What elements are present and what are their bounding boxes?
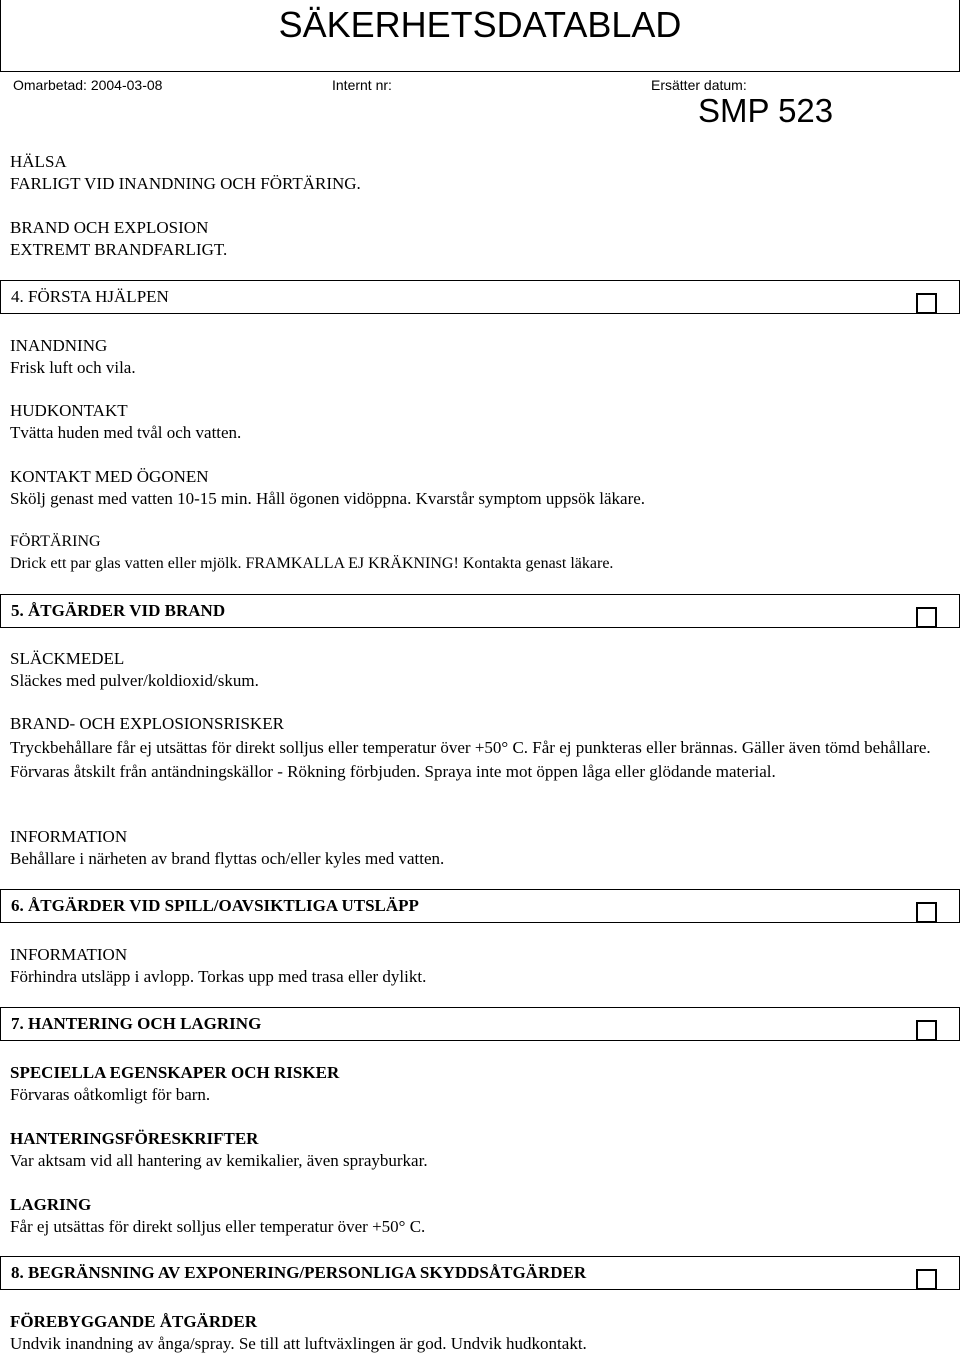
extinguishing-block	[10, 648, 259, 692]
section-7-title: 7. HANTERING OCH LAGRING	[11, 1014, 262, 1033]
skin-contact-text: Tvätta huden med tvål och vatten.	[10, 423, 242, 442]
storage-text: Får ej utsättas för direkt solljus eller temperatur över +50° C.	[10, 1217, 426, 1236]
special-properties-block	[10, 1062, 339, 1106]
skin-contact-heading: HUDKONTAKT	[10, 401, 128, 420]
handling-heading: HANTERINGSFÖRESKRIFTER	[10, 1129, 259, 1148]
fire-heading: BRAND OCH EXPLOSION	[10, 218, 209, 237]
health-heading: HÄLSA	[10, 152, 67, 171]
eye-contact-heading: KONTAKT MED ÖGONEN	[10, 467, 209, 486]
document-title: SÄKERHETSDATABLAD	[278, 4, 682, 45]
fire-risk-heading-wrap	[10, 713, 284, 735]
skin-contact-block	[10, 400, 241, 444]
section-5-header	[0, 594, 960, 628]
section-4-title: 4. FÖRSTA HJÄLPEN	[11, 287, 169, 306]
fire-info-block	[10, 826, 444, 870]
extinguishing-heading: SLÄCKMEDEL	[10, 649, 125, 668]
spill-info-block	[10, 944, 426, 988]
fire-info-text: Behållare i närheten av brand flyttas och/eller kyles med vatten.	[10, 849, 445, 868]
preventive-heading: FÖREBYGGANDE ÅTGÄRDER	[10, 1312, 257, 1331]
spill-info-text: Förhindra utsläpp i avlopp. Torkas upp med trasa eller dylikt.	[10, 967, 427, 986]
spill-info-heading: INFORMATION	[10, 945, 128, 964]
special-properties-heading: SPECIELLA EGENSKAPER OCH RISKER	[10, 1063, 340, 1082]
section-7-checkbox[interactable]	[916, 1020, 937, 1041]
fire-text: EXTREMT BRANDFARLIGT.	[10, 240, 228, 259]
revised-date: Omarbetad: 2004-03-08	[13, 77, 163, 93]
eye-contact-block	[10, 466, 645, 510]
section-4-checkbox[interactable]	[916, 293, 937, 314]
handling-block	[10, 1128, 428, 1172]
special-properties-text: Förvaras oåtkomligt för barn.	[10, 1085, 211, 1104]
fire-block	[10, 217, 227, 261]
section-8-title: 8. BEGRÄNSNING AV EXPONERING/PERSONLIGA SKYDDSÅTGÄRDER	[11, 1263, 587, 1282]
eye-contact-text: Skölj genast med vatten 10-15 min. Håll ögonen vidöppna. Kvarstår symptom uppsök läkare.	[10, 489, 646, 508]
section-7-header	[0, 1007, 960, 1041]
section-5-checkbox[interactable]	[916, 607, 937, 628]
ingestion-block	[10, 531, 613, 575]
section-8-checkbox[interactable]	[916, 1269, 937, 1290]
ingestion-heading: FÖRTÄRING	[10, 533, 101, 550]
storage-heading: LAGRING	[10, 1195, 92, 1214]
storage-block	[10, 1194, 425, 1238]
extinguishing-text: Släckes med pulver/koldioxid/skum.	[10, 671, 259, 690]
fire-risk-text: Tryckbehållare får ej utsättas för direkt solljus eller temperatur över +50° C. Får ej punkteras eller brännas. Gäller även tömd behållare. Förvaras åtskilt från antändningskällor - Rökning förbjuden. Spraya inte mot öppen låga eller glödande material.	[10, 738, 931, 781]
inhalation-text: Frisk luft och vila.	[10, 358, 136, 377]
document-header	[0, 0, 960, 96]
internal-number: Internt nr:	[332, 77, 392, 93]
replaces-date: Ersätter datum:	[651, 77, 747, 93]
handling-text: Var aktsam vid all hantering av kemikalier, även sprayburkar.	[10, 1151, 428, 1170]
inhalation-block	[10, 335, 136, 379]
fire-info-heading: INFORMATION	[10, 827, 128, 846]
section-6-title: 6. ÅTGÄRDER VID SPILL/OAVSIKTLIGA UTSLÄPP	[11, 896, 419, 915]
inhalation-heading: INANDNING	[10, 336, 108, 355]
health-block	[10, 151, 361, 195]
section-6-checkbox[interactable]	[916, 902, 937, 923]
section-4-header	[0, 280, 960, 314]
fire-risk-heading: BRAND- OCH EXPLOSIONSRISKER	[10, 714, 284, 733]
section-8-header	[0, 1256, 960, 1290]
preventive-text: Undvik inandning av ånga/spray. Se till att luftväxlingen är god. Undvik hudkontakt.	[10, 1334, 587, 1353]
section-5-title: 5. ÅTGÄRDER VID BRAND	[11, 601, 226, 620]
product-code: SMP 523	[698, 92, 834, 129]
section-6-header	[0, 889, 960, 923]
health-text: FARLIGT VID INANDNING OCH FÖRTÄRING.	[10, 174, 361, 193]
preventive-block	[10, 1311, 587, 1355]
ingestion-text: Drick ett par glas vatten eller mjölk. FRAMKALLA EJ KRÄKNING! Kontakta genast läkare.	[10, 555, 614, 572]
